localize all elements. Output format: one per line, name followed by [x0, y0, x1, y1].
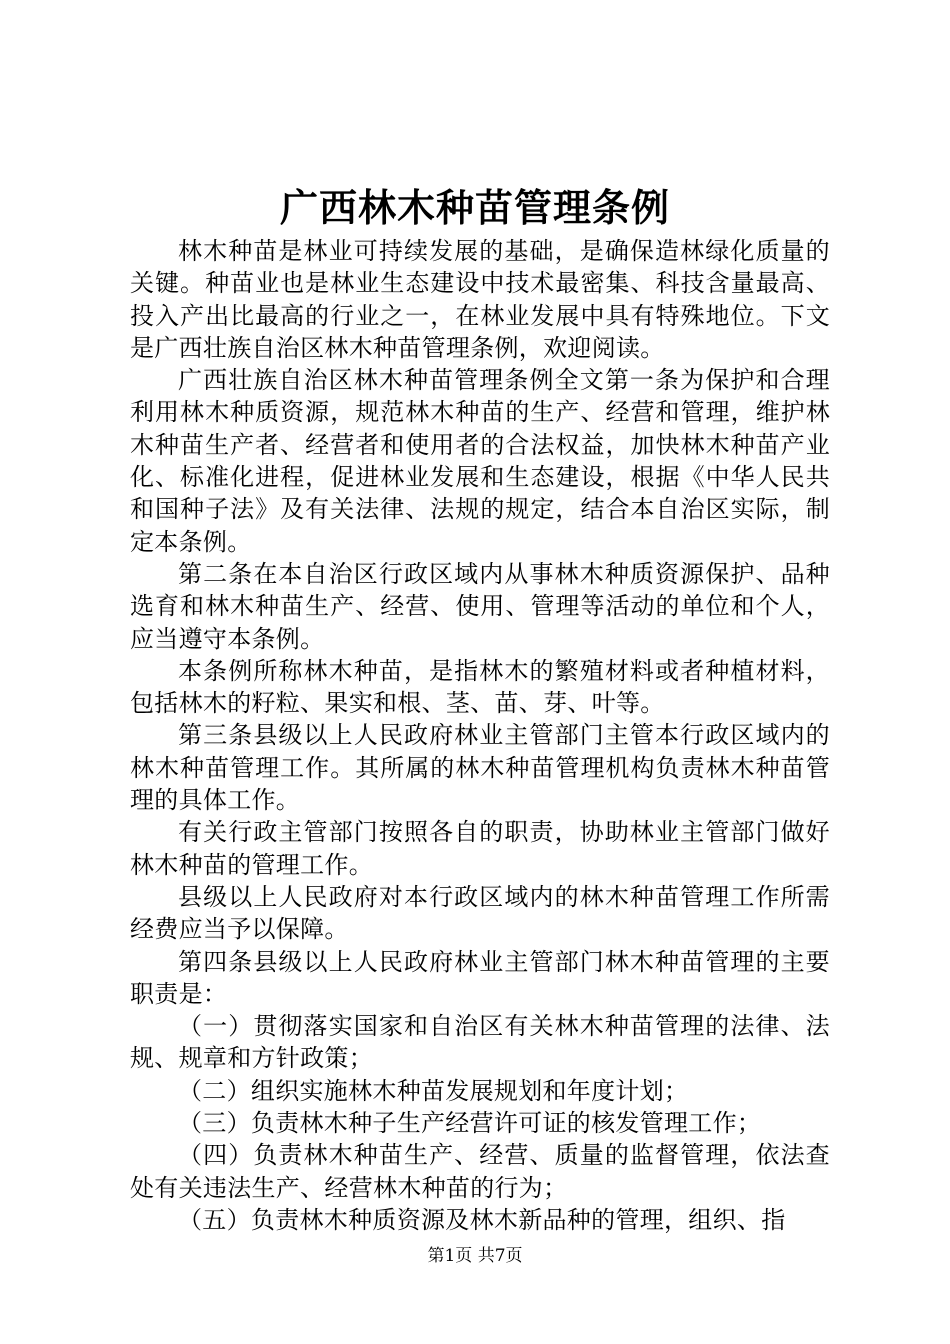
- paragraph: 本条例所称林木种苗，是指林木的繁殖材料或者种植材料，包括林木的籽粒、果实和根、茎、苗、芽、叶等。: [130, 656, 830, 718]
- paragraph: 第三条县级以上人民政府林业主管部门主管本行政区域内的林木种苗管理工作。其所属的林木种苗管理机构负责林木种苗管理的具体工作。: [130, 721, 830, 815]
- document-title: 广西林木种苗管理条例: [279, 185, 670, 230]
- document-body: [130, 235, 830, 1236]
- list-item: （一）贯彻落实国家和自治区有关林木种苗管理的法律、法规、规章和方针政策；: [130, 1012, 830, 1073]
- list-item: （四）负责林木种苗生产、经营、质量的监督管理，依法查处有关违法生产、经营林木种苗的行为；: [130, 1141, 830, 1202]
- list-item: （五）负责林木种质资源及林木新品种的管理，组织、指: [178, 1205, 786, 1234]
- paragraph: 第二条在本自治区行政区域内从事林木种质资源保护、品种选育和林木种苗生产、经营、使用、管理等活动的单位和个人，应当遵守本条例。: [130, 559, 830, 653]
- page-footer: 第1页 共7页: [427, 1246, 523, 1266]
- paragraph: 第四条县级以上人民政府林业主管部门林木种苗管理的主要职责是：: [130, 947, 830, 1008]
- paragraph: 有关行政主管部门按照各自的职责，协助林业主管部门做好林木种苗的管理工作。: [130, 818, 830, 879]
- list-item: （二）组织实施林木种苗发展规划和年度计划；: [178, 1076, 689, 1105]
- paragraph: 林木种苗是林业可持续发展的基础，是确保造林绿化质量的关键。种苗业也是林业生态建设中技术最密集、科技含量最高、投入产出比最高的行业之一，在林业发展中具有特殊地位。下文是广西壮族自治区林木种苗管理条例，欢迎阅读。: [130, 237, 830, 362]
- paragraph: 县级以上人民政府对本行政区域内的林木种苗管理工作所需经费应当予以保障。: [130, 882, 830, 944]
- paragraph: 广西壮族自治区林木种苗管理条例全文第一条为保护和合理利用林木种质资源，规范林木种苗的生产、经营和管理，维护林木种苗生产者、经营者和使用者的合法权益，加快林木种苗产业化、标准化进程，促进林业发展和生态建设，根据《中华人民共和国种子法》及有关法律、法规的规定，结合本自治区实际，制定本条例。: [130, 366, 830, 556]
- list-item: （三）负责林木种子生产经营许可证的核发管理工作；: [178, 1109, 762, 1138]
